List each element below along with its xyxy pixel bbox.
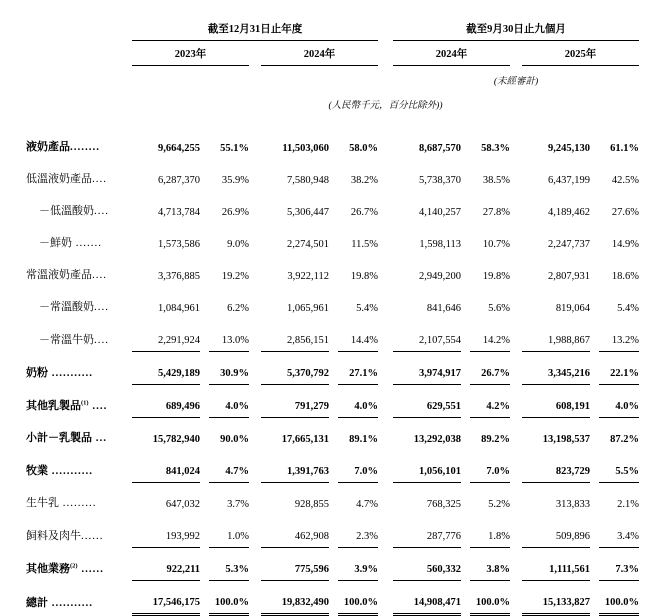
column-gap (510, 223, 522, 255)
column-gap (510, 581, 522, 615)
percent-cell: 89.2% (481, 434, 510, 445)
amount-cell: 2,274,501 (287, 239, 329, 250)
table-row (26, 127, 639, 159)
percent-cell: 2.1% (617, 499, 639, 510)
column-gap (378, 255, 393, 287)
column-gap (590, 127, 599, 159)
column-gap (200, 548, 209, 581)
amount-cell: 841,024 (132, 450, 200, 483)
amount-cell: 1,084,961 (158, 303, 200, 314)
table-row (26, 385, 639, 418)
column-gap (590, 548, 599, 581)
percent-cell: 14.4% (338, 319, 378, 352)
amount-cell: 775,596 (261, 548, 329, 581)
column-gap (378, 418, 393, 451)
column-gap (461, 287, 470, 319)
column-gap (249, 352, 261, 385)
unaudited-note: (未經審計) (493, 77, 539, 87)
amount-cell: 9,664,255 (158, 143, 200, 154)
amount-cell: 15,133,827 (522, 581, 590, 615)
column-gap (249, 191, 261, 223)
amount-cell: 2,807,931 (548, 271, 590, 282)
column-gap (249, 319, 261, 352)
amount-cell: 689,496 (132, 385, 200, 418)
amount-cell: 1,111,561 (522, 548, 590, 581)
percent-cell: 35.9% (221, 175, 249, 186)
column-gap (461, 352, 470, 385)
column-gap (510, 127, 522, 159)
table-row (26, 483, 639, 516)
row-label: 總計 ........... (26, 596, 93, 609)
column-gap (461, 191, 470, 223)
leader-dots: .... (94, 301, 109, 313)
percent-cell: 4.0% (338, 385, 378, 418)
column-gap (461, 127, 470, 159)
column-gap (590, 483, 599, 516)
column-gap (329, 548, 338, 581)
column-gap (329, 450, 338, 483)
column-gap (510, 385, 522, 418)
amount-cell: 3,974,917 (393, 352, 461, 385)
column-gap (461, 548, 470, 581)
column-gap (200, 352, 209, 385)
amount-cell: 11,503,060 (282, 143, 329, 154)
amount-cell: 1,598,113 (419, 239, 461, 250)
leader-dots: ... (92, 432, 107, 444)
percent-cell: 4.7% (209, 450, 249, 483)
percent-cell: 9.0% (227, 239, 249, 250)
table-row (26, 159, 639, 191)
column-gap (378, 450, 393, 483)
table-row (26, 548, 639, 581)
percent-cell: 90.0% (220, 434, 249, 445)
revenue-breakdown-table (26, 12, 639, 616)
percent-cell: 100.0% (338, 581, 378, 615)
percent-cell: 27.8% (482, 207, 510, 218)
table-row (26, 515, 639, 548)
amount-cell: 287,776 (393, 515, 461, 548)
column-gap (590, 450, 599, 483)
column-gap (510, 418, 522, 451)
amount-cell: 13,198,537 (542, 434, 590, 445)
column-gap (510, 191, 522, 223)
percent-cell: 7.0% (470, 450, 510, 483)
column-gap (461, 515, 470, 548)
percent-cell: 42.5% (611, 175, 639, 186)
leader-dots: ....... (72, 237, 102, 249)
column-gap (590, 159, 599, 191)
row-label: 奶粉 ........... (26, 366, 93, 379)
amount-cell: 4,189,462 (548, 207, 590, 218)
column-gap (200, 319, 209, 352)
column-gap (200, 385, 209, 418)
amount-cell: 823,729 (522, 450, 590, 483)
column-gap (329, 581, 338, 615)
amount-cell: 1,065,961 (287, 303, 329, 314)
column-gap (590, 418, 599, 451)
column-gap (510, 255, 522, 287)
column-gap (461, 418, 470, 451)
amount-cell: 17,665,131 (281, 434, 329, 445)
amount-cell: 313,833 (555, 499, 590, 510)
amount-cell: 19,832,490 (261, 581, 329, 615)
percent-cell: 5.3% (209, 548, 249, 581)
column-gap (249, 159, 261, 191)
percent-cell: 6.2% (227, 303, 249, 314)
column-gap (200, 418, 209, 451)
column-gap (510, 352, 522, 385)
amount-cell: 1,573,586 (158, 239, 200, 250)
column-gap (378, 223, 393, 255)
percent-cell: 19.2% (221, 271, 249, 282)
percent-cell: 3.8% (470, 548, 510, 581)
percent-cell: 26.9% (221, 207, 249, 218)
amount-cell: 3,376,885 (158, 271, 200, 282)
row-label: －低溫酸奶.... (39, 205, 109, 217)
column-gap (378, 581, 393, 615)
row-label: 飼料及肉牛...... (26, 529, 104, 542)
column-gap (510, 483, 522, 516)
column-gap (329, 127, 338, 159)
percent-cell: 61.1% (610, 143, 639, 154)
amount-cell: 4,713,784 (158, 207, 200, 218)
amount-cell: 3,345,216 (522, 352, 590, 385)
percent-cell: 22.1% (599, 352, 639, 385)
amount-cell: 819,064 (555, 303, 590, 314)
amount-cell: 15,782,940 (152, 434, 200, 445)
percent-cell: 5.4% (617, 303, 639, 314)
col-header-2023: 2023年 (132, 41, 249, 66)
column-gap (510, 450, 522, 483)
amount-cell: 4,140,257 (419, 207, 461, 218)
column-gap (200, 483, 209, 516)
amount-cell: 1,391,763 (261, 450, 329, 483)
column-gap (590, 515, 599, 548)
column-gap (200, 255, 209, 287)
leader-dots: .... (94, 333, 109, 346)
percent-cell: 4.2% (470, 385, 510, 418)
column-gap (378, 319, 393, 352)
percent-cell: 58.0% (349, 143, 378, 154)
column-gap (461, 483, 470, 516)
percent-cell: 11.5% (351, 239, 378, 250)
column-gap (200, 515, 209, 548)
column-gap (378, 548, 393, 581)
row-label: 常溫液奶產品.... (26, 269, 107, 281)
column-gap (200, 581, 209, 615)
units-note: (人民幣千元，百分比除外)) (328, 101, 443, 111)
column-gap (590, 385, 599, 418)
column-gap (510, 319, 522, 352)
column-gap (510, 548, 522, 581)
amount-cell: 509,896 (522, 515, 590, 548)
column-gap (249, 483, 261, 516)
table-row (26, 255, 639, 287)
percent-cell: 55.1% (220, 143, 249, 154)
column-gap (329, 191, 338, 223)
column-gap (249, 581, 261, 615)
percent-cell: 5.6% (488, 303, 510, 314)
table-row (26, 450, 639, 483)
leader-dots: ........ (70, 141, 100, 153)
column-gap (329, 159, 338, 191)
amount-cell: 608,191 (522, 385, 590, 418)
leader-dots: ........... (48, 596, 93, 609)
table-row (26, 287, 639, 319)
column-gap (329, 223, 338, 255)
amount-cell: 14,908,471 (393, 581, 461, 615)
amount-cell: 841,646 (426, 303, 461, 314)
row-label: 低溫液奶產品.... (26, 173, 107, 185)
column-gap (461, 385, 470, 418)
amount-cell: 6,437,199 (548, 175, 590, 186)
column-gap (249, 127, 261, 159)
percent-cell: 100.0% (599, 581, 639, 615)
table-body (26, 127, 639, 615)
row-label: －鮮奶 ....... (39, 237, 102, 249)
percent-cell: 13.0% (209, 319, 249, 352)
column-gap (378, 385, 393, 418)
column-gap (461, 223, 470, 255)
percent-cell: 14.9% (611, 239, 639, 250)
period-group-header-row (26, 12, 639, 41)
column-gap (378, 352, 393, 385)
column-gap (200, 450, 209, 483)
column-gap (510, 515, 522, 548)
column-gap (378, 287, 393, 319)
percent-cell: 30.9% (209, 352, 249, 385)
amount-cell: 2,856,151 (261, 319, 329, 352)
column-gap (461, 255, 470, 287)
column-gap (590, 287, 599, 319)
amount-cell: 768,325 (426, 499, 461, 510)
amount-cell: 560,332 (393, 548, 461, 581)
amount-cell: 2,291,924 (132, 319, 200, 352)
amount-cell: 791,279 (261, 385, 329, 418)
amount-cell: 5,370,792 (261, 352, 329, 385)
column-gap (249, 223, 261, 255)
amount-cell: 3,922,112 (287, 271, 329, 282)
amount-cell: 1,056,101 (393, 450, 461, 483)
amount-cell: 5,738,370 (419, 175, 461, 186)
column-gap (378, 483, 393, 516)
percent-cell: 100.0% (209, 581, 249, 615)
column-gap (249, 255, 261, 287)
percent-cell: 26.7% (470, 352, 510, 385)
amount-cell: 5,306,447 (287, 207, 329, 218)
column-gap (378, 191, 393, 223)
amount-cell: 6,287,370 (158, 175, 200, 186)
column-gap (461, 450, 470, 483)
row-label: 牧業 ........... (26, 464, 93, 477)
col-header-2025-9m: 2025年 (522, 41, 639, 66)
percent-cell: 26.7% (350, 207, 378, 218)
percent-cell: 14.2% (470, 319, 510, 352)
amount-cell: 17,546,175 (132, 581, 200, 615)
column-gap (329, 418, 338, 451)
amount-cell: 2,949,200 (419, 271, 461, 282)
col-header-2024-9m: 2024年 (393, 41, 510, 66)
percent-cell: 27.6% (611, 207, 639, 218)
percent-cell: 3.9% (338, 548, 378, 581)
column-gap (329, 255, 338, 287)
column-gap (590, 223, 599, 255)
leader-dots: ........... (48, 366, 93, 379)
units-note-row (26, 90, 639, 114)
leader-dots: .... (94, 205, 109, 217)
percent-cell: 58.3% (481, 143, 510, 154)
column-gap (200, 127, 209, 159)
column-gap (590, 581, 599, 615)
column-gap (590, 352, 599, 385)
percent-cell: 38.5% (482, 175, 510, 186)
column-gap (329, 515, 338, 548)
column-gap (200, 287, 209, 319)
row-label: 其他業務$^{(2)}$ ...... (26, 561, 104, 575)
table-row (26, 352, 639, 385)
percent-cell: 4.7% (356, 499, 378, 510)
leader-dots: .... (88, 399, 108, 412)
column-gap (329, 287, 338, 319)
leader-dots: ......... (59, 497, 97, 509)
column-gap (461, 319, 470, 352)
column-group-annual: 截至12月31日止年度 (132, 12, 378, 41)
column-gap (329, 483, 338, 516)
footnote-marker: (2) (70, 561, 78, 569)
percent-cell: 87.2% (610, 434, 639, 445)
leader-dots: .... (92, 269, 107, 281)
amount-cell: 7,580,948 (287, 175, 329, 186)
column-gap (249, 385, 261, 418)
column-gap (378, 127, 393, 159)
column-gap (249, 418, 261, 451)
table-row (26, 418, 639, 451)
row-label: 液奶產品........ (26, 141, 100, 153)
column-gap (200, 159, 209, 191)
column-gap (329, 319, 338, 352)
percent-cell: 3.7% (227, 499, 249, 510)
percent-cell: 100.0% (470, 581, 510, 615)
table-row (26, 191, 639, 223)
percent-cell: 27.1% (338, 352, 378, 385)
row-label: 生牛乳 ......... (26, 497, 97, 509)
percent-cell: 10.7% (482, 239, 510, 250)
column-gap (590, 191, 599, 223)
percent-cell: 4.0% (599, 385, 639, 418)
amount-cell: 2,247,737 (548, 239, 590, 250)
percent-cell: 13.2% (599, 319, 639, 352)
amount-cell: 629,551 (393, 385, 461, 418)
row-label: 小計－乳製品 ... (26, 432, 107, 444)
column-gap (200, 191, 209, 223)
column-gap (329, 385, 338, 418)
year-header-row (26, 41, 639, 66)
amount-cell: 5,429,189 (132, 352, 200, 385)
amount-cell: 922,211 (132, 548, 200, 581)
row-label: －常溫酸奶.... (39, 301, 109, 313)
percent-cell: 4.0% (209, 385, 249, 418)
unaudited-note-row (26, 66, 639, 91)
amount-cell: 9,245,130 (548, 143, 590, 154)
percent-cell: 5.4% (356, 303, 378, 314)
percent-cell: 2.3% (338, 515, 378, 548)
amount-cell: 13,292,038 (413, 434, 461, 445)
column-group-nine-months: 截至9月30日止九個月 (393, 12, 639, 41)
column-gap (249, 450, 261, 483)
amount-cell: 462,908 (261, 515, 329, 548)
percent-cell: 19.8% (350, 271, 378, 282)
column-gap (461, 159, 470, 191)
row-label: －常溫牛奶.... (39, 333, 109, 346)
column-gap (590, 255, 599, 287)
column-gap (249, 515, 261, 548)
percent-cell: 1.8% (470, 515, 510, 548)
percent-cell: 3.4% (599, 515, 639, 548)
row-label: 其他乳製品$^{(1)}$ .... (26, 398, 108, 412)
percent-cell: 5.5% (599, 450, 639, 483)
column-gap (378, 159, 393, 191)
table-row (26, 223, 639, 255)
amount-cell: 193,992 (132, 515, 200, 548)
amount-cell: 2,107,554 (393, 319, 461, 352)
leader-dots: ........... (48, 464, 93, 477)
header-spacer (26, 114, 639, 127)
amount-cell: 647,032 (165, 499, 200, 510)
percent-cell: 5.2% (488, 499, 510, 510)
percent-cell: 89.1% (349, 434, 378, 445)
leader-dots: ...... (77, 562, 104, 575)
percent-cell: 7.0% (338, 450, 378, 483)
col-header-2024: 2024年 (261, 41, 378, 66)
column-gap (378, 515, 393, 548)
percent-cell: 38.2% (350, 175, 378, 186)
percent-cell: 7.3% (599, 548, 639, 581)
column-gap (461, 581, 470, 615)
leader-dots: ...... (81, 529, 104, 542)
table-row (26, 319, 639, 352)
table-row (26, 581, 639, 615)
percent-cell: 1.0% (209, 515, 249, 548)
column-gap (510, 287, 522, 319)
column-gap (590, 319, 599, 352)
column-gap (329, 352, 338, 385)
column-gap (200, 223, 209, 255)
column-gap (510, 159, 522, 191)
column-gap (249, 548, 261, 581)
amount-cell: 928,855 (294, 499, 329, 510)
column-gap (249, 287, 261, 319)
footnote-marker: (1) (81, 398, 89, 406)
percent-cell: 19.8% (482, 271, 510, 282)
percent-cell: 18.6% (611, 271, 639, 282)
amount-cell: 8,687,570 (419, 143, 461, 154)
leader-dots: .... (92, 173, 107, 185)
amount-cell: 1,988,867 (522, 319, 590, 352)
